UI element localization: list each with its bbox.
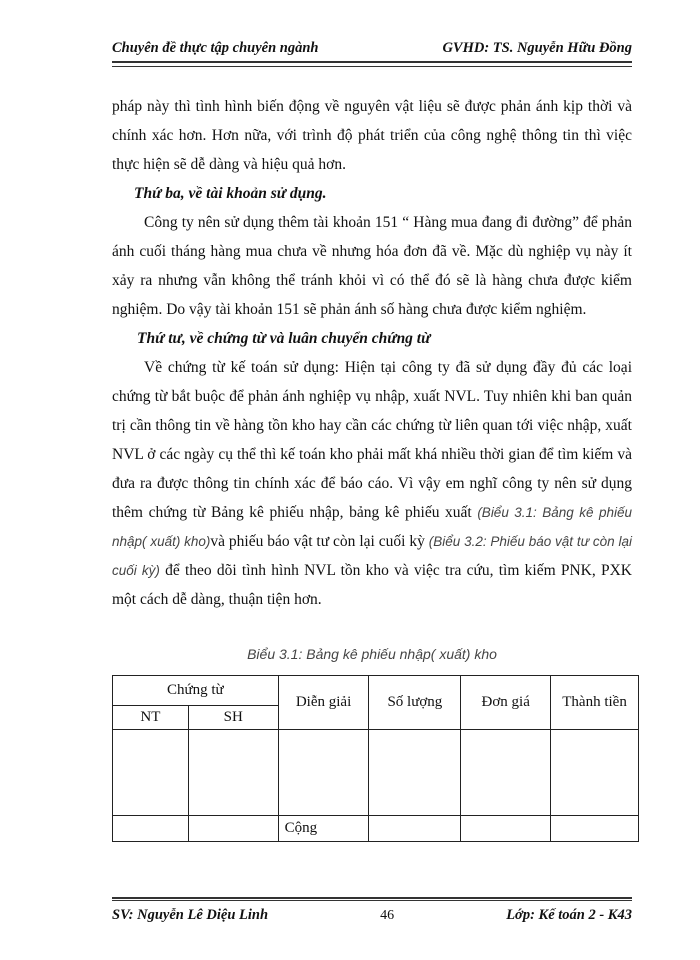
header-nt: NT bbox=[113, 706, 189, 730]
paragraph-2: Công ty nên sử dụng thêm tài khoản 151 “ Hàng mua đang đi đường” để phản ánh cuối tháng hàng mua chưa về nhưng hóa đơn đã về. Mặc dù nghiệp vụ này ít xảy ra nhưng vẫn không thể tránh khỏi vì có thể đó sẽ là hàng chưa được kiểm nghiệm. Do vậy tài khoản 151 sẽ phản ánh số hàng chưa được kiểm nghiệm. bbox=[112, 214, 632, 318]
footer-class: Lớp: Kế toán 2 - K43 bbox=[506, 907, 632, 923]
header-so-luong: Số lượng bbox=[369, 676, 461, 730]
document-body bbox=[112, 92, 632, 614]
table-cell bbox=[278, 730, 369, 816]
table-cell bbox=[113, 730, 189, 816]
section-heading-thu-tu: Thứ tư, về chứng từ và luân chuyển chứng từ bbox=[137, 330, 431, 347]
table-cell bbox=[369, 816, 461, 842]
header-right: GVHD: TS. Nguyễn Hữu Đồng bbox=[442, 40, 632, 56]
header-left: Chuyên đề thực tập chuyên ngành bbox=[112, 40, 319, 56]
total-label: Cộng bbox=[278, 816, 369, 842]
section-heading-thu-ba: Thứ ba, về tài khoản sử dụng. bbox=[134, 185, 327, 202]
table-cell bbox=[113, 816, 189, 842]
paragraph-1: pháp này thì tình hình biến động về nguyên vật liệu sẽ được phản ánh kịp thời và chính xác hơn. Hơn nữa, với trình độ phát triển của công nghệ thông tin thì việc thực hiện sẽ dễ dàng và hiệu quả hơn. bbox=[112, 98, 632, 173]
page-header bbox=[112, 40, 632, 63]
header-chung-tu: Chứng từ bbox=[113, 676, 279, 706]
paragraph-3-text-3: để theo dõi tình hình NVL tồn kho và việc tra cứu, tìm kiếm PNK, PXK một cách dễ dàng, thuận tiện hơn. bbox=[112, 562, 632, 608]
receipt-list-table bbox=[112, 675, 639, 842]
table-cell bbox=[551, 730, 639, 816]
page-footer bbox=[112, 900, 632, 924]
reference-bieu-3-2: (Biểu 3.2: Phiếu báo vật tư còn lại cuối kỳ) bbox=[112, 534, 632, 578]
table-cell bbox=[188, 730, 278, 816]
table-cell bbox=[188, 816, 278, 842]
table-cell bbox=[461, 730, 551, 816]
paragraph-3 bbox=[112, 353, 632, 614]
header-thanh-tien: Thành tiền bbox=[551, 676, 639, 730]
table-cell bbox=[461, 816, 551, 842]
table-cell bbox=[369, 730, 461, 816]
page-number: 46 bbox=[380, 908, 395, 923]
header-sh: SH bbox=[188, 706, 278, 730]
reference-bieu-3-1: (Biểu 3.1: Bảng kê phiếu nhập( xuất) kho) bbox=[112, 505, 632, 549]
header-dien-giai: Diễn giải bbox=[278, 676, 369, 730]
table-row bbox=[113, 730, 639, 816]
total-row bbox=[113, 816, 639, 842]
table-cell bbox=[551, 816, 639, 842]
table-caption: Biểu 3.1: Bảng kê phiếu nhập( xuất) kho bbox=[247, 646, 497, 662]
footer-student: SV: Nguyễn Lê Diệu Linh bbox=[112, 907, 269, 923]
header-don-gia: Đơn giá bbox=[461, 676, 551, 730]
paragraph-3-text-1: Về chứng từ kế toán sử dụng: Hiện tại công ty đã sử dụng đầy đủ các loại chứng từ bắt buộc để phản ánh nghiệp vụ nhập, xuất NVL. Tuy nhiên khi ban quản trị cần thông tin về hàng tồn kho hay cần các chứng từ liên quan tới việc nhập, xuất NVL ở các ngày cụ thể thì kế toán kho phải mất khá nhiều thời gian để tìm kiếm và đưa ra được thông tin chính xác để báo cáo. Vì vậy em nghĩ công ty nên sử dụng thêm chứng từ Bảng kê phiếu nhập, bảng kê phiếu xuất bbox=[112, 359, 632, 521]
paragraph-3-text-2: và phiếu báo vật tư còn lại cuối kỳ bbox=[210, 533, 429, 550]
